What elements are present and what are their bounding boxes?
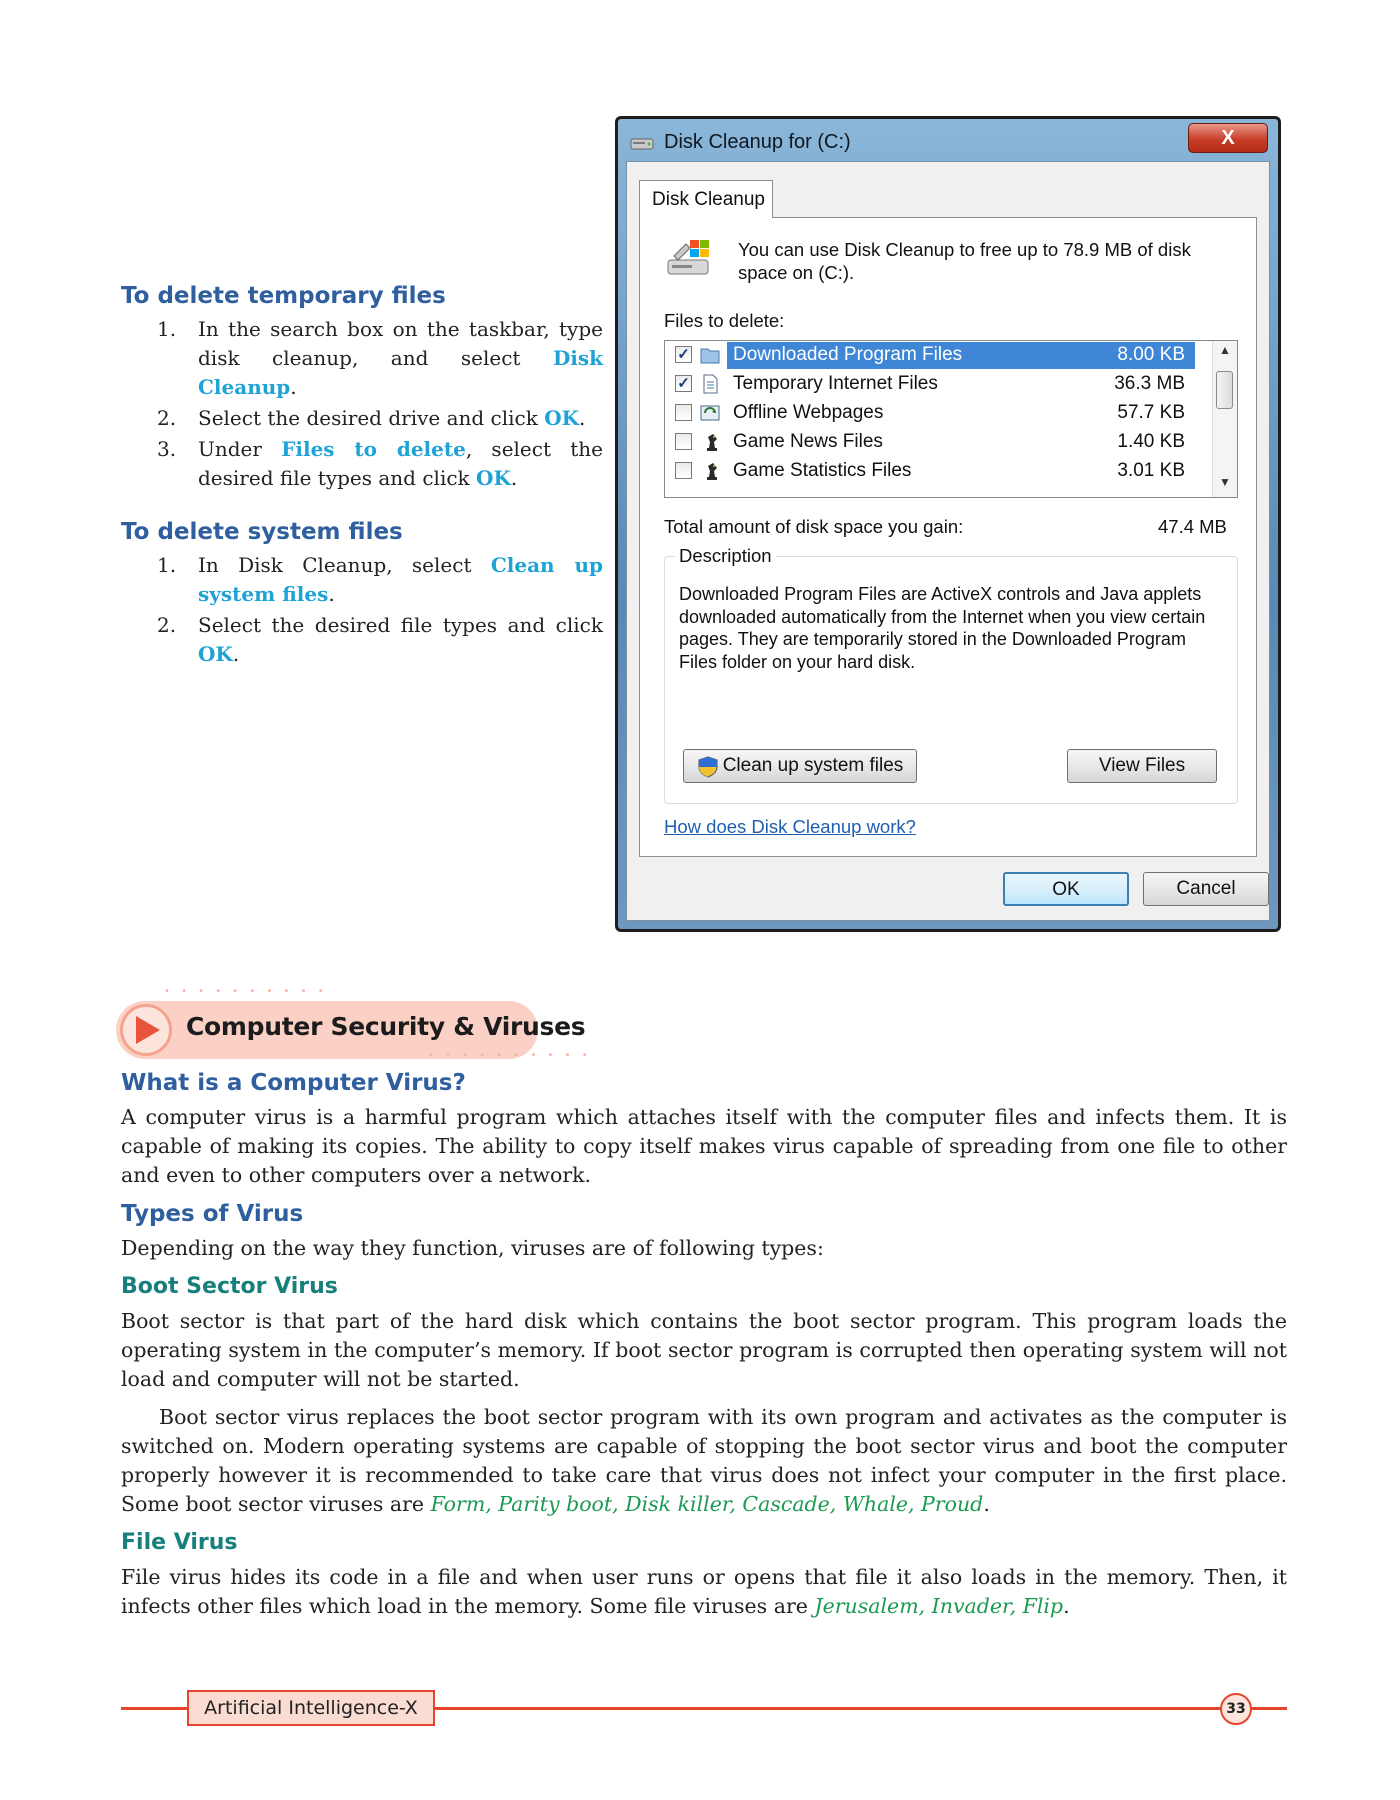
file-size: 3.01 KB (1117, 460, 1185, 481)
scroll-up-arrow-icon[interactable]: ▲ (1219, 343, 1231, 357)
file-size: 36.3 MB (1114, 373, 1185, 394)
disk-cleanup-icon (664, 238, 714, 280)
list-item: 1. In the search box on the taskbar, type disk cleanup, and select Disk Cleanup. (157, 317, 603, 399)
ok-button[interactable]: OK (1003, 872, 1129, 906)
play-icon (136, 1016, 160, 1044)
boot-virus-examples: Form, Parity boot, Disk killer, Cascade, Whale, Proud (430, 1492, 984, 1516)
temp-files-steps (121, 315, 603, 493)
file-name: Temporary Internet Files (733, 373, 938, 394)
offline-pages-icon (699, 402, 721, 424)
file-checkbox[interactable]: ✓ (675, 375, 692, 392)
list-item: 3. Under Files to delete, select the desired file types and click OK. (157, 437, 603, 490)
list-item[interactable] (673, 429, 1193, 457)
scroll-thumb[interactable] (1216, 371, 1233, 409)
uac-shield-icon (698, 756, 718, 778)
boot-sector-text-1: Boot sector is that part of the hard disk which contains the boot sector program. This program loads the operating system in the computer’s memory. If boot sector program is corrupted then operating system will not load and computer will not be started. (121, 1309, 1287, 1391)
file-checkbox[interactable] (675, 404, 692, 421)
page-number: 33 (1220, 1693, 1252, 1725)
list-item: 2. Select the desired file types and click OK. (157, 613, 603, 666)
what-is-virus-heading: What is a Computer Virus? (121, 1070, 466, 1096)
list-item[interactable] (673, 458, 1193, 486)
space-gain-label: Total amount of disk space you gain: (664, 516, 964, 537)
temp-files-heading: To delete temporary files (121, 283, 446, 309)
file-size: 8.00 KB (1117, 344, 1185, 365)
list-item[interactable] (673, 342, 1193, 370)
boot-sector-text-2: Boot sector virus replaces the boot sector program with its own program and activates as the computer is switched on. Modern operating systems are capable of stopping the boot sector virus and boot the computer properly however it is recommended to take care that virus does not infect your computer in the first place. Some boot sector viruses are Form, Parity boot, Disk killer, Cascade, Whale, Proud. (121, 1405, 1287, 1516)
folder-icon (699, 344, 721, 366)
file-checkbox[interactable]: ✓ (675, 346, 692, 363)
disk-cleanup-dialog (615, 116, 1281, 932)
system-files-steps (121, 551, 603, 669)
dialog-body (626, 161, 1270, 921)
clean-up-system-files-button[interactable]: Clean up system files (683, 749, 917, 783)
tab-panel (639, 217, 1257, 857)
list-item[interactable] (673, 371, 1193, 399)
file-name: Game News Files (733, 431, 883, 452)
what-is-virus-text: A computer virus is a harmful program which attaches itself with the computer files and infects them. It is capable of making its copies. The ability to copy itself makes virus capable of spreading from one file to other and even to other computers over a network. (121, 1105, 1287, 1187)
file-checkbox[interactable] (675, 433, 692, 450)
section-title: Computer Security & Viruses (186, 1012, 586, 1041)
description-group (664, 545, 1238, 804)
files-list[interactable] (664, 340, 1238, 498)
file-virus-examples: Jerusalem, Invader, Flip (814, 1594, 1064, 1618)
decorative-dots: • • • • • • • • • • (428, 1050, 592, 1061)
files-to-delete-label: Files to delete: (664, 310, 785, 331)
types-of-virus-text: Depending on the way they function, viruses are of following types: (121, 1236, 824, 1260)
view-files-button[interactable]: View Files (1067, 749, 1217, 783)
decorative-dots: • • • • • • • • • • (164, 986, 328, 997)
disk-drive-icon (630, 135, 654, 153)
file-name: Offline Webpages (733, 402, 884, 423)
types-of-virus-heading: Types of Virus (121, 1201, 304, 1227)
page-icon (699, 373, 721, 395)
close-button[interactable]: X (1188, 123, 1268, 153)
info-text: You can use Disk Cleanup to free up to 78.9 MB of disk space on (C:). (738, 239, 1191, 283)
file-virus-heading: File Virus (121, 1530, 238, 1555)
file-name: Game Statistics Files (733, 460, 912, 481)
cancel-button[interactable]: Cancel (1143, 872, 1269, 906)
chess-piece-icon (699, 460, 721, 482)
description-legend: Description (675, 545, 776, 567)
files-scrollbar[interactable] (1212, 341, 1237, 497)
space-gain-value: 47.4 MB (1158, 516, 1227, 537)
file-checkbox[interactable] (675, 462, 692, 479)
file-size: 1.40 KB (1117, 431, 1185, 452)
scroll-down-arrow-icon[interactable]: ▼ (1219, 475, 1231, 489)
book-title: Artificial Intelligence-X (187, 1690, 435, 1726)
boot-sector-heading: Boot Sector Virus (121, 1274, 338, 1299)
file-size: 57.7 KB (1117, 402, 1185, 423)
file-name: Downloaded Program Files (733, 344, 963, 365)
description-text: Downloaded Program Files are ActiveX controls and Java applets downloaded automatically from the Internet when you view certain pages. They are temporarily stored in the Downloaded Program Files folder on your hard disk. (679, 584, 1206, 672)
help-link[interactable]: How does Disk Cleanup work? (664, 816, 916, 837)
tab-disk-cleanup[interactable]: Disk Cleanup (639, 180, 773, 218)
file-virus-text: File virus hides its code in a file and when user runs or opens that file it also loads in the memory. Then, it infects other files which load in the memory. Some file viruses are Jerusalem, Invader, Flip. (121, 1565, 1287, 1618)
list-item[interactable] (673, 400, 1193, 428)
list-item: 2. Select the desired drive and click OK. (157, 406, 586, 430)
list-item: 1. In Disk Cleanup, select Clean up system files. (157, 553, 604, 606)
system-files-heading: To delete system files (121, 519, 403, 545)
dialog-title: Disk Cleanup for (C:) (664, 131, 851, 153)
chess-piece-icon (699, 431, 721, 453)
